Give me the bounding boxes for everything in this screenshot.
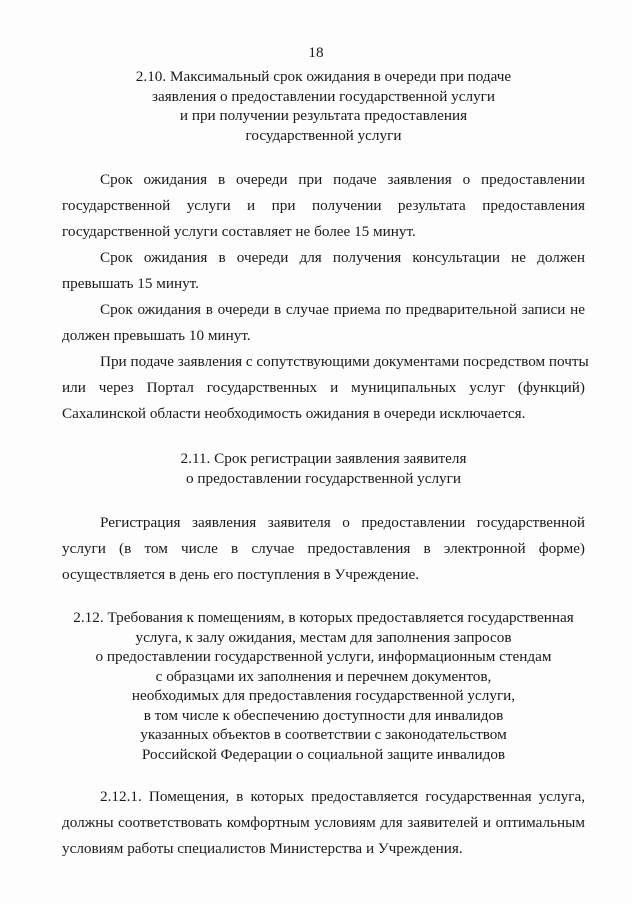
paragraph-line: государственной услуги составляет не более 15 минут. (62, 223, 416, 241)
paragraph (62, 510, 585, 589)
heading-line: государственной услуги (245, 126, 402, 144)
paragraph-line: государственной услуги и при получении результата предоставления (62, 197, 585, 215)
heading-line: услуга, к залу ожидания, местам для заполнения запросов (135, 628, 512, 646)
paragraph (62, 784, 585, 863)
heading-line: 2.10. Максимальный срок ожидания в очереди при подаче (135, 68, 512, 85)
heading-line: о предоставлении государственной услуги, информационным стендам (95, 648, 552, 665)
paragraph-line: превышать 15 минут. (62, 275, 199, 293)
heading-line: 2.12. Требования к помещениям, в которых предоставляется государственная (73, 609, 574, 626)
heading-line: и при получении результата предоставления (179, 107, 468, 124)
paragraph-line: При подаче заявления с сопутствующими документами посредством почты (100, 353, 589, 370)
heading-line: в том числе к обеспечению доступности для инвалидов (143, 706, 504, 724)
paragraph-line: должен превышать 10 минут. (62, 327, 251, 345)
paragraph (62, 167, 585, 246)
paragraph-line: Срок ожидания в очереди в случае приема по предварительной записи не (100, 301, 585, 318)
heading-line: необходимых для предоставления государственной услуги, (131, 687, 516, 704)
paragraph-line: 2.12.1. Помещения, в которых предоставляется государственная услуга, (100, 788, 585, 805)
paragraph-line: Срок ожидания в очереди для получения консультации не должен (100, 249, 585, 266)
paragraph (62, 245, 585, 297)
paragraph-line: или через Портал государственных и муниципальных услуг (функций) (62, 379, 585, 397)
paragraph-line: Регистрация заявления заявителя о предоставлении государственной (100, 514, 585, 531)
heading-line: о предоставлении государственной услуги (185, 469, 462, 487)
section-2-10-heading (62, 67, 585, 145)
page-number: 18 (308, 44, 324, 61)
paragraph-line: осуществляется в день его поступления в Учреждение. (62, 566, 419, 584)
heading-line: 2.11. Срок регистрации заявления заявителя (180, 450, 467, 467)
paragraph-line: должны соответствовать комфортным условиям для заявителей и оптимальным (62, 814, 585, 832)
paragraph-line: Срок ожидания в очереди при подаче заявления о предоставлении (100, 171, 585, 188)
heading-line: указанных объектов в соответствии с законодательством (140, 726, 507, 743)
paragraph-line: Сахалинской области необходимость ожидания в очереди исключается. (62, 405, 526, 423)
heading-line: Российской Федерации о социальной защите инвалидов (141, 745, 506, 763)
section-2-11-heading (62, 449, 585, 488)
heading-line: с образцами их заполнения и перечнем документов, (155, 667, 492, 685)
section-2-12-heading (40, 608, 607, 764)
paragraph-line: условиям работы специалистов Министерства и Учреждения. (62, 840, 463, 858)
paragraph-line: услуги (в том числе в случае предоставления в электронной форме) (62, 540, 585, 558)
paragraph (62, 349, 589, 428)
heading-line: заявления о предоставлении государственной услуги (151, 87, 496, 105)
paragraph (62, 297, 585, 349)
